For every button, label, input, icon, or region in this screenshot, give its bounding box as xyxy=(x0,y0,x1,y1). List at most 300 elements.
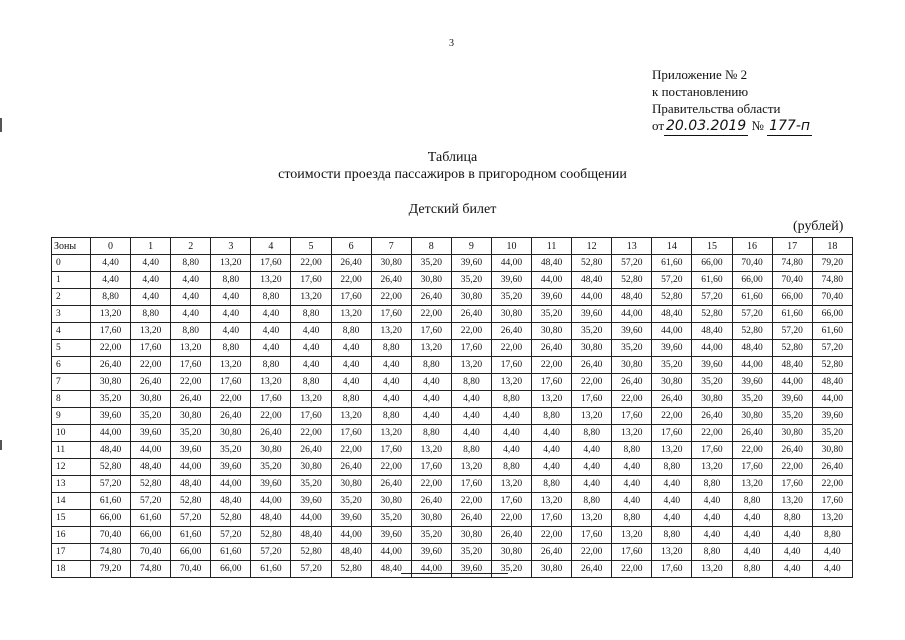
fare-cell: 17,60 xyxy=(612,408,652,425)
row-zone: 6 xyxy=(52,357,91,374)
fare-cell: 35,20 xyxy=(732,391,772,408)
fare-cell: 30,80 xyxy=(411,272,451,289)
fare-cell: 35,20 xyxy=(171,425,211,442)
fare-cell: 4,40 xyxy=(532,442,572,459)
fare-cell: 48,40 xyxy=(572,272,612,289)
fare-cell: 4,40 xyxy=(371,357,411,374)
fare-cell: 13,20 xyxy=(171,340,211,357)
fare-cell: 17,60 xyxy=(491,493,531,510)
fare-cell: 13,20 xyxy=(692,459,732,476)
fare-cell: 52,80 xyxy=(91,459,131,476)
fare-cell: 61,60 xyxy=(692,272,732,289)
fare-cell: 26,40 xyxy=(331,255,371,272)
fare-cell: 4,40 xyxy=(91,272,131,289)
fare-cell: 26,40 xyxy=(171,391,211,408)
fare-cell: 13,20 xyxy=(251,272,291,289)
fare-cell: 13,20 xyxy=(91,306,131,323)
fare-cell: 39,60 xyxy=(251,476,291,493)
fare-cell: 8,80 xyxy=(812,527,852,544)
fare-cell: 35,20 xyxy=(491,289,531,306)
fare-cell: 17,60 xyxy=(491,357,531,374)
fare-cell: 4,40 xyxy=(171,306,211,323)
fare-cell: 17,60 xyxy=(331,289,371,306)
fare-cell: 22,00 xyxy=(91,340,131,357)
fare-cell: 30,80 xyxy=(812,442,852,459)
fare-cell: 8,80 xyxy=(371,340,411,357)
fare-cell: 4,40 xyxy=(692,510,732,527)
fare-cell: 22,00 xyxy=(491,340,531,357)
fare-cell: 4,40 xyxy=(652,476,692,493)
fare-cell: 44,00 xyxy=(331,527,371,544)
fare-cell: 48,40 xyxy=(652,306,692,323)
fare-cell: 22,00 xyxy=(652,408,692,425)
fare-cell: 17,60 xyxy=(572,391,612,408)
fare-cell: 13,20 xyxy=(772,493,812,510)
fare-cell: 17,60 xyxy=(171,357,211,374)
fare-cell: 22,00 xyxy=(331,272,371,289)
fare-cell: 8,80 xyxy=(171,255,211,272)
fare-cell: 66,00 xyxy=(211,561,251,578)
fare-cell: 26,40 xyxy=(532,340,572,357)
fare-cell: 26,40 xyxy=(572,357,612,374)
appendix-title: Приложение № 2 xyxy=(652,67,748,82)
fare-cell: 44,00 xyxy=(171,459,211,476)
table-description: стоимости проезда пассажиров в пригородном сообщении xyxy=(278,167,627,182)
column-header: 10 xyxy=(491,238,531,255)
fare-cell: 13,20 xyxy=(612,527,652,544)
column-header: 13 xyxy=(612,238,652,255)
fare-cell: 79,20 xyxy=(812,255,852,272)
fare-cell: 52,80 xyxy=(732,323,772,340)
fare-cell: 4,40 xyxy=(692,527,732,544)
fare-cell: 22,00 xyxy=(612,561,652,578)
fare-cell: 8,80 xyxy=(371,408,411,425)
fare-cell: 39,60 xyxy=(532,289,572,306)
row-zone: 7 xyxy=(52,374,91,391)
fare-cell: 39,60 xyxy=(291,493,331,510)
table-row xyxy=(52,476,853,493)
fare-cell: 4,40 xyxy=(732,544,772,561)
fare-cell: 39,60 xyxy=(131,425,171,442)
fare-cell: 35,20 xyxy=(411,527,451,544)
fare-cell: 17,60 xyxy=(772,476,812,493)
row-zone: 0 xyxy=(52,255,91,272)
table-row xyxy=(52,459,853,476)
fare-cell: 13,20 xyxy=(411,442,451,459)
fare-cell: 4,40 xyxy=(291,340,331,357)
fare-cell: 26,40 xyxy=(572,561,612,578)
fare-cell: 48,40 xyxy=(532,255,572,272)
fare-cell: 44,00 xyxy=(91,425,131,442)
fare-cell: 26,40 xyxy=(91,357,131,374)
fare-cell: 8,80 xyxy=(131,306,171,323)
fare-cell: 30,80 xyxy=(532,561,572,578)
fare-cell: 13,20 xyxy=(451,459,491,476)
fare-cell: 26,40 xyxy=(772,442,812,459)
fare-cell: 26,40 xyxy=(331,459,371,476)
column-header: 12 xyxy=(572,238,612,255)
fare-cell: 22,00 xyxy=(251,408,291,425)
fare-cell: 35,20 xyxy=(812,425,852,442)
fare-cell: 30,80 xyxy=(491,306,531,323)
fare-table-body xyxy=(52,255,853,578)
fare-cell: 44,00 xyxy=(371,544,411,561)
fare-cell: 44,00 xyxy=(812,391,852,408)
fare-cell: 4,40 xyxy=(652,493,692,510)
fare-cell: 4,40 xyxy=(171,289,211,306)
scan-edge-mark xyxy=(0,440,2,450)
fare-cell: 35,20 xyxy=(411,255,451,272)
fare-cell: 22,00 xyxy=(291,425,331,442)
scan-edge-mark xyxy=(0,118,2,132)
fare-cell: 4,40 xyxy=(411,408,451,425)
fare-cell: 48,40 xyxy=(772,357,812,374)
fare-cell: 13,20 xyxy=(331,408,371,425)
fare-cell: 70,40 xyxy=(91,527,131,544)
table-row xyxy=(52,442,853,459)
fare-cell: 30,80 xyxy=(692,391,732,408)
fare-cell: 4,40 xyxy=(211,289,251,306)
fare-cell: 74,80 xyxy=(131,561,171,578)
fare-cell: 35,20 xyxy=(331,493,371,510)
fare-cell: 70,40 xyxy=(772,272,812,289)
fare-cell: 39,60 xyxy=(572,306,612,323)
fare-cell: 57,20 xyxy=(291,561,331,578)
row-zone: 10 xyxy=(52,425,91,442)
column-header: 16 xyxy=(732,238,772,255)
fare-cell: 17,60 xyxy=(451,340,491,357)
row-zone: 1 xyxy=(52,272,91,289)
fare-cell: 70,40 xyxy=(131,544,171,561)
fare-cell: 4,40 xyxy=(812,544,852,561)
fare-cell: 22,00 xyxy=(532,357,572,374)
fare-cell: 4,40 xyxy=(331,374,371,391)
fare-cell: 30,80 xyxy=(772,425,812,442)
fare-cell: 52,80 xyxy=(211,510,251,527)
fare-cell: 17,60 xyxy=(211,374,251,391)
fare-cell: 57,20 xyxy=(652,272,692,289)
fare-cell: 8,80 xyxy=(291,374,331,391)
fare-cell: 52,80 xyxy=(652,289,692,306)
fare-cell: 4,40 xyxy=(692,493,732,510)
fare-cell: 30,80 xyxy=(451,289,491,306)
row-zone: 4 xyxy=(52,323,91,340)
fare-cell: 4,40 xyxy=(251,306,291,323)
fare-cell: 39,60 xyxy=(612,323,652,340)
fare-cell: 35,20 xyxy=(251,459,291,476)
date-prefix: от xyxy=(652,118,665,133)
fare-cell: 35,20 xyxy=(371,510,411,527)
fare-cell: 13,20 xyxy=(732,476,772,493)
fare-cell: 61,60 xyxy=(131,510,171,527)
fare-cell: 48,40 xyxy=(211,493,251,510)
fare-cell: 61,60 xyxy=(812,323,852,340)
fare-cell: 35,20 xyxy=(211,442,251,459)
fare-cell: 22,00 xyxy=(491,510,531,527)
fare-cell: 66,00 xyxy=(812,306,852,323)
table-row xyxy=(52,544,853,561)
fare-cell: 61,60 xyxy=(732,289,772,306)
table-row xyxy=(52,425,853,442)
fare-cell: 44,00 xyxy=(251,493,291,510)
fare-cell: 13,20 xyxy=(411,340,451,357)
table-row xyxy=(52,323,853,340)
fare-cell: 4,40 xyxy=(291,323,331,340)
fare-cell: 4,40 xyxy=(491,408,531,425)
fare-cell: 39,60 xyxy=(652,340,692,357)
table-row xyxy=(52,306,853,323)
fare-cell: 26,40 xyxy=(451,510,491,527)
row-zone: 11 xyxy=(52,442,91,459)
fare-cell: 22,00 xyxy=(692,425,732,442)
table-row xyxy=(52,289,853,306)
fare-cell: 22,00 xyxy=(291,255,331,272)
table-row xyxy=(52,357,853,374)
fare-cell: 13,20 xyxy=(532,391,572,408)
fare-cell: 17,60 xyxy=(331,425,371,442)
fare-cell: 57,20 xyxy=(211,527,251,544)
column-header: 8 xyxy=(411,238,451,255)
fare-cell: 8,80 xyxy=(291,306,331,323)
fare-cell: 8,80 xyxy=(451,374,491,391)
fare-cell: 52,80 xyxy=(131,476,171,493)
fare-cell: 35,20 xyxy=(532,306,572,323)
fare-cell: 17,60 xyxy=(652,561,692,578)
fare-cell: 8,80 xyxy=(612,442,652,459)
column-header: 4 xyxy=(251,238,291,255)
table-row xyxy=(52,408,853,425)
fare-cell: 8,80 xyxy=(572,425,612,442)
fare-cell: 22,00 xyxy=(812,476,852,493)
fare-cell: 39,60 xyxy=(491,272,531,289)
fare-cell: 74,80 xyxy=(91,544,131,561)
fare-cell: 35,20 xyxy=(131,408,171,425)
fare-cell: 30,80 xyxy=(171,408,211,425)
column-header: 5 xyxy=(291,238,331,255)
table-row xyxy=(52,527,853,544)
fare-cell: 22,00 xyxy=(371,289,411,306)
fare-cell: 57,20 xyxy=(732,306,772,323)
fare-cell: 70,40 xyxy=(732,255,772,272)
fare-cell: 61,60 xyxy=(171,527,211,544)
fare-cell: 17,60 xyxy=(291,272,331,289)
table-row xyxy=(52,391,853,408)
fare-cell: 30,80 xyxy=(371,493,411,510)
fare-cell: 22,00 xyxy=(211,391,251,408)
row-zone: 14 xyxy=(52,493,91,510)
fare-cell: 4,40 xyxy=(451,391,491,408)
fare-cell: 39,60 xyxy=(211,459,251,476)
fare-cell: 17,60 xyxy=(612,544,652,561)
fare-cell: 30,80 xyxy=(331,476,371,493)
fare-cell: 13,20 xyxy=(491,476,531,493)
fare-cell: 4,40 xyxy=(251,323,291,340)
fare-cell: 39,60 xyxy=(171,442,211,459)
fare-cell: 66,00 xyxy=(732,272,772,289)
fare-cell: 79,20 xyxy=(91,561,131,578)
fare-cell: 8,80 xyxy=(251,357,291,374)
fare-cell: 61,60 xyxy=(251,561,291,578)
fare-cell: 61,60 xyxy=(772,306,812,323)
fare-cell: 39,60 xyxy=(812,408,852,425)
fare-cell: 39,60 xyxy=(451,255,491,272)
number-prefix: № xyxy=(751,118,764,133)
fare-cell: 4,40 xyxy=(331,340,371,357)
header-row xyxy=(52,238,853,255)
fare-cell: 13,20 xyxy=(331,306,371,323)
table-row xyxy=(52,374,853,391)
fare-cell: 35,20 xyxy=(612,340,652,357)
fare-cell: 4,40 xyxy=(491,425,531,442)
fare-cell: 13,20 xyxy=(652,442,692,459)
fare-cell: 17,60 xyxy=(532,374,572,391)
fare-cell: 17,60 xyxy=(451,476,491,493)
fare-cell: 39,60 xyxy=(331,510,371,527)
fare-cell: 48,40 xyxy=(171,476,211,493)
fare-cell: 52,80 xyxy=(572,255,612,272)
fare-cell: 13,20 xyxy=(291,289,331,306)
fare-cell: 52,80 xyxy=(251,527,291,544)
fare-cell: 39,60 xyxy=(91,408,131,425)
row-zone: 13 xyxy=(52,476,91,493)
fare-cell: 48,40 xyxy=(732,340,772,357)
fare-cell: 48,40 xyxy=(692,323,732,340)
fare-cell: 8,80 xyxy=(532,476,572,493)
fare-cell: 8,80 xyxy=(772,510,812,527)
fare-cell: 26,40 xyxy=(451,306,491,323)
fare-cell: 44,00 xyxy=(652,323,692,340)
handwritten-date: 20.03.2019 xyxy=(666,118,747,134)
fare-cell: 17,60 xyxy=(812,493,852,510)
fare-cell: 22,00 xyxy=(572,544,612,561)
column-header: 18 xyxy=(812,238,852,255)
fare-cell: 13,20 xyxy=(211,255,251,272)
fare-cell: 8,80 xyxy=(411,425,451,442)
fare-cell: 4,40 xyxy=(772,544,812,561)
fare-cell: 57,20 xyxy=(131,493,171,510)
appendix-resolution: к постановлению xyxy=(652,84,749,99)
fare-cell: 30,80 xyxy=(291,459,331,476)
fare-cell: 44,00 xyxy=(692,340,732,357)
fare-cell: 22,00 xyxy=(411,306,451,323)
fare-cell: 44,00 xyxy=(291,510,331,527)
fare-cell: 26,40 xyxy=(491,527,531,544)
fare-cell: 8,80 xyxy=(91,289,131,306)
fare-cell: 13,20 xyxy=(371,323,411,340)
fare-cell: 48,40 xyxy=(251,510,291,527)
fare-cell: 4,40 xyxy=(211,306,251,323)
fare-cell: 39,60 xyxy=(692,357,732,374)
fare-cell: 17,60 xyxy=(572,527,612,544)
fare-cell: 4,40 xyxy=(532,425,572,442)
fare-cell: 57,20 xyxy=(91,476,131,493)
fare-cell: 4,40 xyxy=(572,442,612,459)
column-header: 7 xyxy=(371,238,411,255)
fare-cell: 22,00 xyxy=(532,527,572,544)
ticket-type: Детский билет xyxy=(408,202,497,217)
fare-cell: 30,80 xyxy=(451,527,491,544)
fare-cell: 52,80 xyxy=(291,544,331,561)
fare-cell: 17,60 xyxy=(411,323,451,340)
fare-cell: 44,00 xyxy=(532,272,572,289)
table-title: Таблица xyxy=(427,150,478,165)
fare-cell: 66,00 xyxy=(692,255,732,272)
table-row xyxy=(52,561,853,578)
fare-cell: 66,00 xyxy=(131,527,171,544)
fare-cell: 17,60 xyxy=(291,408,331,425)
fare-cell: 39,60 xyxy=(371,527,411,544)
fare-cell: 57,20 xyxy=(251,544,291,561)
zones-header: Зоны xyxy=(52,238,91,255)
fare-cell: 4,40 xyxy=(652,510,692,527)
fare-cell: 4,40 xyxy=(131,289,171,306)
fare-cell: 30,80 xyxy=(251,442,291,459)
fare-cell: 44,00 xyxy=(612,306,652,323)
fare-cell: 30,80 xyxy=(411,510,451,527)
fare-cell: 13,20 xyxy=(251,374,291,391)
fare-cell: 61,60 xyxy=(91,493,131,510)
fare-cell: 4,40 xyxy=(451,408,491,425)
fare-cell: 30,80 xyxy=(532,323,572,340)
fare-cell: 22,00 xyxy=(612,391,652,408)
fare-cell: 13,20 xyxy=(371,425,411,442)
fare-cell: 13,20 xyxy=(451,357,491,374)
column-header: 0 xyxy=(91,238,131,255)
row-zone: 2 xyxy=(52,289,91,306)
fare-cell: 48,40 xyxy=(612,289,652,306)
fare-cell: 22,00 xyxy=(572,374,612,391)
fare-cell: 66,00 xyxy=(772,289,812,306)
fare-cell: 35,20 xyxy=(91,391,131,408)
fare-cell: 52,80 xyxy=(612,272,652,289)
fare-cell: 4,40 xyxy=(772,561,812,578)
fare-cell: 26,40 xyxy=(491,323,531,340)
fare-cell: 39,60 xyxy=(772,391,812,408)
fare-cell: 44,00 xyxy=(491,255,531,272)
fare-cell: 8,80 xyxy=(732,493,772,510)
fare-cell: 44,00 xyxy=(411,561,451,578)
fare-cell: 4,40 xyxy=(411,391,451,408)
fare-cell: 17,60 xyxy=(532,510,572,527)
fare-cell: 52,80 xyxy=(331,561,371,578)
column-header: 17 xyxy=(772,238,812,255)
fare-cell: 30,80 xyxy=(612,357,652,374)
fare-cell: 74,80 xyxy=(812,272,852,289)
table-row xyxy=(52,493,853,510)
page-number: 3 xyxy=(449,38,454,49)
fare-cell: 22,00 xyxy=(451,493,491,510)
fare-cell: 57,20 xyxy=(171,510,211,527)
fare-cell: 57,20 xyxy=(692,289,732,306)
fare-cell: 70,40 xyxy=(812,289,852,306)
column-header: 9 xyxy=(451,238,491,255)
fare-cell: 26,40 xyxy=(291,442,331,459)
fare-cell: 26,40 xyxy=(812,459,852,476)
row-zone: 9 xyxy=(52,408,91,425)
table-row xyxy=(52,272,853,289)
fare-cell: 26,40 xyxy=(692,408,732,425)
fare-cell: 4,40 xyxy=(371,374,411,391)
fare-cell: 30,80 xyxy=(91,374,131,391)
fare-cell: 35,20 xyxy=(772,408,812,425)
column-header: 2 xyxy=(171,238,211,255)
fare-cell: 30,80 xyxy=(131,391,171,408)
column-header: 6 xyxy=(331,238,371,255)
fare-cell: 44,00 xyxy=(772,374,812,391)
fare-cell: 61,60 xyxy=(652,255,692,272)
table-row xyxy=(52,340,853,357)
fare-cell: 4,40 xyxy=(171,272,211,289)
